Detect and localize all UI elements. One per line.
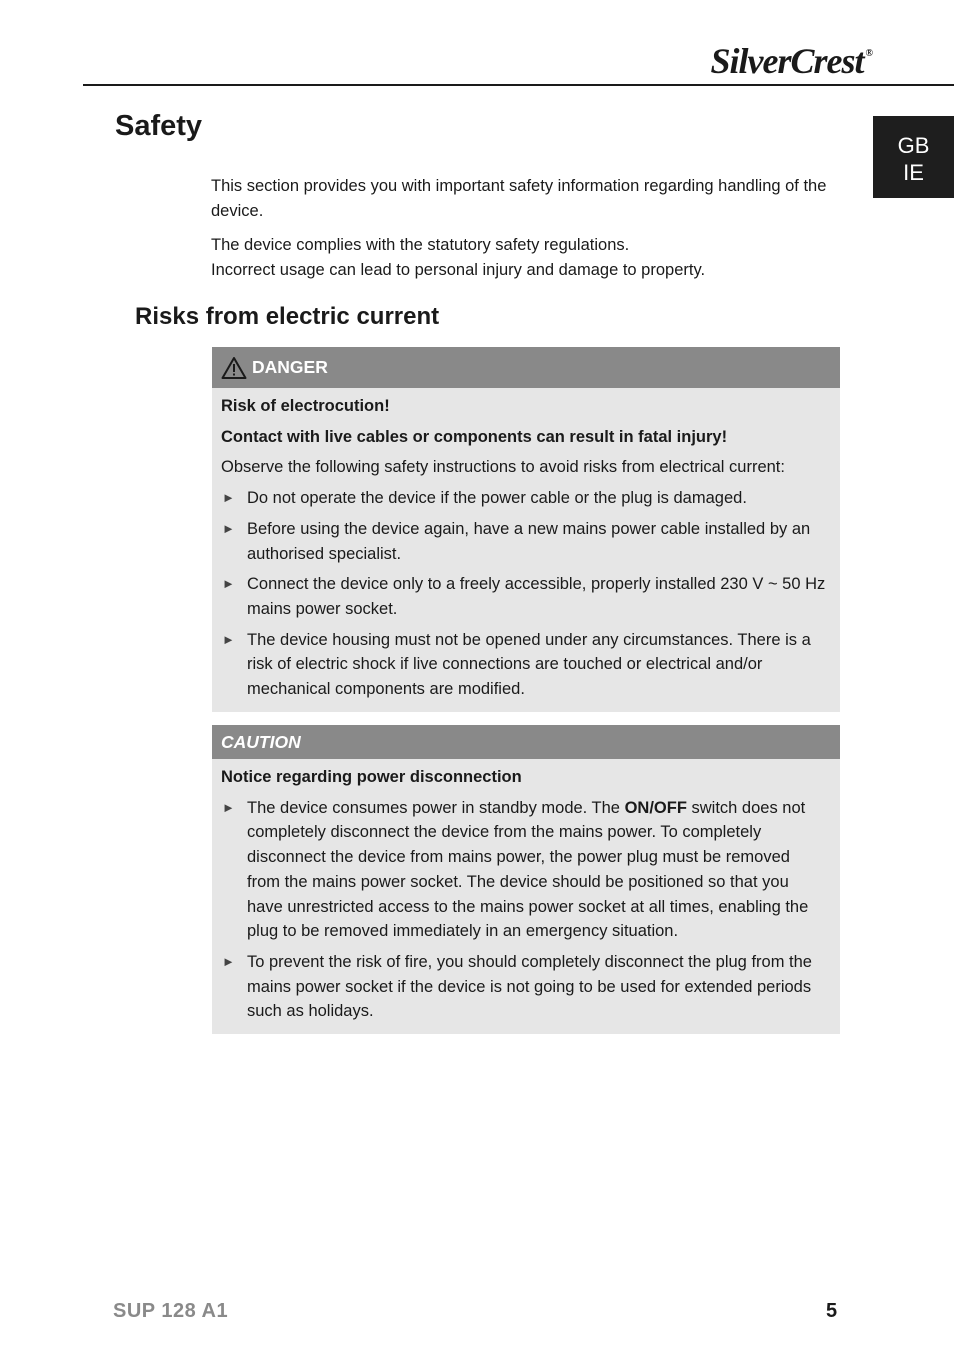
list-item bbox=[221, 796, 826, 944]
danger-box bbox=[212, 347, 840, 712]
intro-line: Incorrect usage can lead to personal injury and damage to property. bbox=[211, 261, 706, 279]
danger-instruction: Observe the following safety instructions to avoid risks from electrical current: bbox=[221, 458, 785, 477]
bullet-arrow-icon: ► bbox=[222, 576, 235, 592]
list-item bbox=[221, 572, 826, 621]
danger-body bbox=[212, 388, 840, 712]
brand-name: SilverCrest bbox=[710, 41, 864, 81]
list-item-text: Connect the device only to a freely accessible, properly installed 230 V ~ 50 Hz mains power socket. bbox=[247, 575, 826, 618]
list-item bbox=[221, 517, 826, 566]
bullet-arrow-icon: ► bbox=[222, 799, 235, 815]
list-item-text: The device consumes power in standby mode. The bbox=[247, 798, 625, 817]
caution-header bbox=[212, 725, 840, 759]
danger-warning: Contact with live cables or components can result in fatal injury! bbox=[221, 427, 728, 446]
bullet-arrow-icon: ► bbox=[222, 490, 235, 506]
bullet-arrow-icon: ► bbox=[222, 520, 235, 536]
footer-model: SUP 128 A1 bbox=[113, 1300, 229, 1322]
intro-paragraph: This section provides you with important safety information regarding handling of the device. bbox=[211, 177, 827, 220]
list-item bbox=[221, 628, 826, 702]
intro-line: The device complies with the statutory safety regulations. bbox=[211, 236, 630, 254]
switch-name: ON/OFF bbox=[624, 798, 687, 817]
danger-label: DANGER bbox=[252, 357, 328, 377]
intro-paragraph bbox=[211, 233, 831, 283]
list-item-text: Do not operate the device if the power cable or the plug is damaged. bbox=[247, 489, 747, 508]
header-rule bbox=[83, 84, 954, 86]
page-number: 5 bbox=[826, 1300, 838, 1322]
caution-label: CAUTION bbox=[221, 731, 301, 752]
caution-list bbox=[221, 796, 826, 1024]
page-title: Safety bbox=[115, 110, 203, 142]
section-title: Risks from electric current bbox=[135, 303, 440, 330]
bullet-arrow-icon: ► bbox=[222, 631, 235, 647]
danger-title: Risk of electrocution! bbox=[221, 397, 390, 415]
caution-box bbox=[212, 725, 840, 1034]
registered-mark: ® bbox=[865, 48, 872, 59]
caution-body bbox=[212, 759, 840, 1034]
brand-logo bbox=[711, 40, 873, 82]
bullet-arrow-icon: ► bbox=[222, 953, 235, 969]
list-item-text: To prevent the risk of fire, you should completely disconnect the plug from the mains power socket if the device is not going to be used for extended periods such as holidays. bbox=[247, 952, 812, 1021]
language-code: IE bbox=[903, 160, 924, 185]
intro-text bbox=[211, 174, 831, 292]
list-item-text: switch does not completely disconnect the device from the mains power. To completely disconnect the device from mains power, the power plug must be removed from the mains power socket. The device should be positioned so that you have unrestricted access to the mains power socket at all times, enabling the plug to be removed immediately in an emergency situation. bbox=[247, 798, 809, 941]
list-item-text: The device housing must not be opened under any circumstances. There is a risk of electric shock if live connections are touched or electrical and/or mechanical components are modified. bbox=[247, 630, 811, 699]
language-code: GB bbox=[897, 133, 930, 158]
danger-list bbox=[221, 486, 826, 702]
danger-header bbox=[212, 347, 840, 388]
caution-title: Notice regarding power disconnection bbox=[221, 768, 522, 786]
list-item-text: Before using the device again, have a new mains power cable installed by an authorised specialist. bbox=[247, 519, 811, 563]
language-tab bbox=[873, 116, 954, 198]
list-item bbox=[221, 950, 826, 1024]
warning-triangle-icon bbox=[221, 356, 247, 380]
list-item bbox=[221, 486, 826, 511]
